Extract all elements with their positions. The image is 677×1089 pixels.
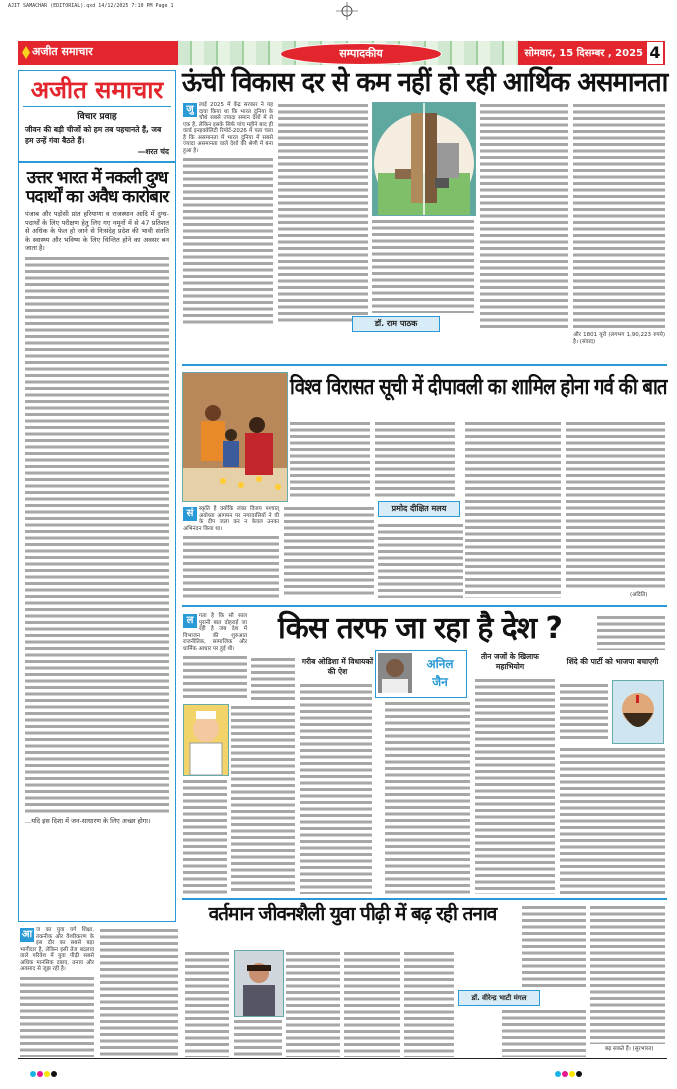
article3-headline-text: किस तरफ जा रहा है देश ? [278, 611, 562, 646]
color-registration-marks [30, 1062, 58, 1081]
author-first-name: अनिल [426, 657, 454, 671]
article4-body-col8 [590, 904, 665, 1044]
article3-body-col4 [475, 677, 555, 894]
divider [19, 161, 175, 163]
section-title: सम्पादकीय [280, 43, 442, 65]
article3-headline [250, 612, 590, 648]
politician-cartoon [183, 704, 229, 776]
masthead: अजीत समाचार [30, 75, 164, 104]
article3-body-col1a [251, 656, 295, 701]
column-title: विचार प्रवाह [23, 106, 171, 122]
article2-body-col1 [183, 534, 279, 598]
divider [182, 364, 667, 366]
print-slug: AJIT SAMACHAR (EDITORIAL).qxd 14/12/2025 7:10 PM Page 1 [8, 3, 174, 9]
article4-ending: बढ़ सकते हैं। (सुरभारत) [605, 1046, 654, 1052]
divider [182, 605, 667, 607]
bottom-rule [18, 1058, 667, 1059]
article1-body-col4 [480, 102, 568, 330]
subhead-shinde: शिंदे की पार्टी को भाजपा बचाएगी [566, 657, 659, 666]
article2-body-col1a [290, 420, 370, 500]
inequality-cartoon-image [372, 102, 476, 216]
drop-cap: जु [183, 103, 197, 117]
article2-body-col4 [465, 420, 561, 598]
article3-body-col3 [385, 700, 470, 894]
article2-lead: स्कृति है क्योंकि लंका विजय पश्चात् अयोध्या आगमन पर नगरवासियों ने घी के दीप जला कर न केवल उनका अभिनंदन किया था। [183, 506, 279, 532]
article1-byline: डॉ. राम पाठक [352, 316, 440, 332]
quote-text: जीवन की बड़ी चीजों को हम तब पहचानते हैं, जब हम उन्हें गंवा बैठते हैं। [25, 125, 162, 145]
article2-col1 [183, 506, 279, 598]
subhead-judges: तीन जजों के खिलाफ महाभियोग [481, 652, 539, 671]
article4-body-col1 [20, 975, 94, 1058]
drop-cap: आ [21, 929, 33, 940]
article1-lead-block [183, 102, 273, 154]
article1-col1 [183, 102, 273, 325]
shinde-cartoon [612, 680, 664, 744]
article4-body-col3 [185, 950, 229, 1057]
quote [19, 122, 175, 159]
left-headline: उत्तर भारत में नकली दुग्ध पदार्थों का अवैध कारोबार [25, 168, 169, 207]
subhead-odisha: गरीब ओडिशा में विधायकों की ऐश [301, 657, 374, 676]
article4-body-col4 [286, 950, 340, 1057]
article1-headline-text: ऊंची विकास दर से कम नहीं हो रही आर्थिक असमानता [182, 67, 668, 98]
article3-body-col5a [597, 614, 665, 650]
article1-headline [182, 68, 667, 100]
page-number: 4 [647, 42, 663, 64]
diwali-family-photo [182, 372, 288, 502]
article2-headline [290, 376, 667, 404]
color-registration-marks [555, 1062, 583, 1081]
quote-author: —शरत चंद [137, 147, 169, 156]
article3-body-col1-top [183, 654, 247, 701]
article3-body-col5 [560, 746, 665, 894]
left-body-text [25, 255, 169, 815]
article2-headline-text: विश्व विरासत सूची में दीपावली का शामिल होना गर्व की बात [290, 375, 667, 400]
stressed-youth-photo [234, 950, 284, 1017]
drop-cap: सं [183, 507, 197, 521]
article3-body-col2 [300, 682, 372, 894]
divider [182, 898, 667, 900]
article4-body-col2 [100, 927, 178, 1057]
author-last-name: जैन [432, 675, 448, 689]
article4-lead-block [20, 927, 94, 973]
article4-body-col4a [234, 1018, 282, 1057]
left-column [18, 70, 176, 922]
author-photo [378, 653, 412, 693]
article3-col1-top [183, 613, 247, 701]
article3-lead-block [183, 613, 247, 652]
article3-body-col1 [231, 704, 295, 894]
registration-mark-icon [336, 2, 358, 20]
brand-diamond-icon [22, 46, 30, 59]
article4-body-col7b [502, 1008, 586, 1057]
article2-byline: प्रमोद दीक्षित मलय [378, 501, 460, 517]
section-header [18, 41, 665, 65]
header-brand: अजीत समाचार [32, 45, 93, 58]
article4-body-col7 [522, 904, 586, 988]
article2-body-col3 [378, 522, 463, 598]
article2-ending: (अदिति) [630, 592, 648, 598]
article2-body-col5 [566, 420, 665, 590]
article4-headline [185, 904, 520, 928]
left-lead: पंजाब और पड़ोसी प्रांत हरियाणा व राजस्थान आदि में दुग्ध-पदार्थों के लिए परीक्षण हेतु लिए गए नमूनों में से 47 प्रतिशत से अधिक के फेल हो जाने से निःसंदेह प्रदेश की भावी संतति के स्वास्थ्य और भविष्य के लिए चिन्तित होने का अवसर बन जाता है। [25, 210, 169, 253]
article1-body-col5 [573, 102, 665, 330]
article1-lead: लाई 2025 में केंद्र सरकार ने यह दावा किया था कि भारत दुनिया के चौथे सबसे ज्यादा समान देशों में से एक है, लेकिन इसके सिर्फ पांच महीने बाद ही वर्ल्ड इनइक्वेलिटी रिपोर्ट-2026 में पता चला है कि असमानता में भारत दुनिया में सबसे ज्यादा असमानता वाले देशों की श्रेणी में बना हुआ है। [183, 102, 273, 154]
article1-ending: और 1801 यूरो (लगभग 1,90,223 रुपये) है। (संवाद) [573, 332, 665, 345]
article4-body-col5 [344, 950, 400, 1057]
header-date: सोमवार, 15 दिसम्बर , 2025 [524, 48, 643, 59]
article1-body-col2 [278, 102, 368, 325]
drop-cap: ल [183, 614, 197, 628]
article2-body-col2a [375, 420, 455, 498]
left-ending: ...यदि इस दिशा में जन-साधारण के लिए अच्छा होगा। [25, 816, 151, 825]
article1-body-col3 [372, 218, 474, 313]
author-box [375, 650, 467, 698]
article1-body-col1 [183, 156, 273, 325]
article4-lead: ज का युवा वर्ग शिक्षा, तकनीक और वैश्वीकरण के इस दौर का सबसे बड़ा भागीदार है, लेकिन इसी तेज बदलाव वाले परिवेश में युवा पीढ़ी सबसे अधिक मानसिक दबाव, तनाव और अवसाद से जूझ रही है। [20, 927, 94, 972]
article4-body-col6 [404, 950, 454, 1057]
article3-body-col1b [183, 778, 227, 894]
article3-body-col5b [560, 682, 608, 742]
article4-byline: डॉ. वीरेन्द्र भाटी मंगल [458, 990, 540, 1006]
article4-headline-text: वर्तमान जीवनशैली युवा पीढ़ी में बढ़ रही तनाव [208, 903, 497, 925]
article4-col1 [20, 927, 94, 1057]
article3-lead: गता है कि सौ साल पुरानी बात दोहराई जा रही है जब देश में विभाजन की शुरुआत राजनीतिक, सामाजिक और धार्मिक आधार पर हुई थी। [183, 613, 247, 652]
article2-body-col2 [284, 505, 374, 598]
article2-lead-block [183, 506, 279, 532]
